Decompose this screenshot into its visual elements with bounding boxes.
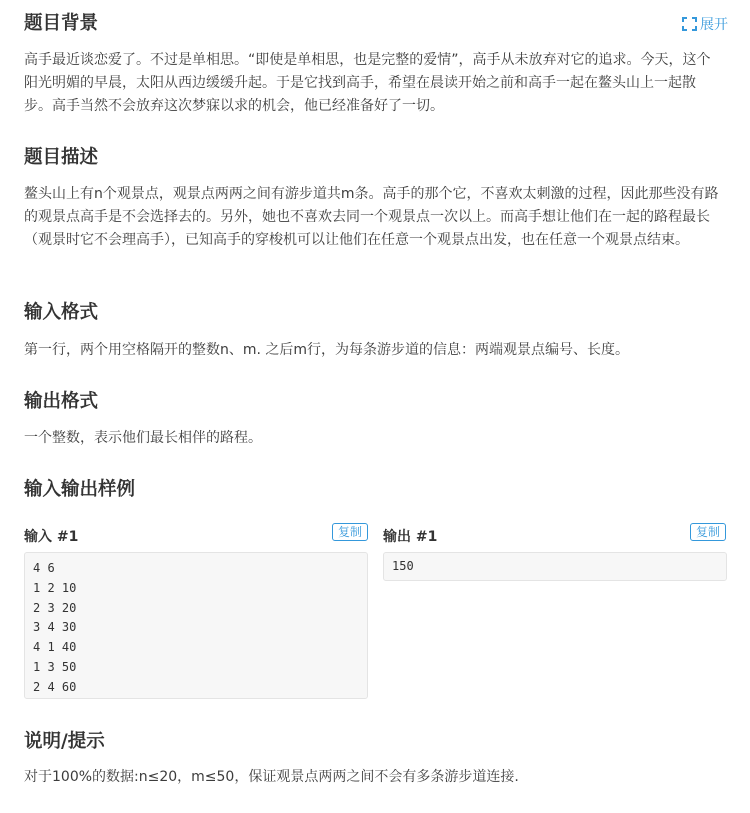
hint-title: 说明/提示 bbox=[24, 731, 105, 752]
sample-input-label: 输入 #1 bbox=[24, 529, 79, 545]
sample-input-box[interactable] bbox=[24, 552, 368, 699]
hint-text: 对于100%的数据:n≤20，m≤50，保证观景点两两之间不会有多条游步道连接. bbox=[24, 769, 519, 785]
expand-label: 展开 bbox=[700, 17, 728, 33]
background-text: 高手最近谈恋爱了。不过是单相思。“即使是单相思，也是完整的爱情”，高手从未放弃对它的追求。今天，这个阳光明媚的早晨，太阳从西边缓缓升起。于是它找到高手，希望在晨读开始之前和高手一起在鳌头山上一起散步。高手当然不会放弃这次梦寐以求的机会，他已经准备好了一切。 bbox=[24, 52, 711, 114]
expand-icon bbox=[682, 17, 697, 31]
copy-input-button[interactable]: 复制 bbox=[332, 523, 368, 541]
code-line: 1 3 50 bbox=[33, 659, 77, 674]
code-line: 4 6 bbox=[33, 561, 55, 575]
output-format-text: 一个整数，表示他们最长相伴的路程。 bbox=[24, 430, 262, 446]
description-text: 鳌头山上有n个观景点，观景点两两之间有游步道共m条。高手的那个它，不喜欢太刺激的过程，因此那些没有路的观景点高手是不会选择去的。另外，她也不喜欢去同一个观景点一次以上。而高手想让他们在一起的路程最长（观景时它不会理高手），已知高手的穿梭机可以让他们在任意一个观景点出发，也在任意一个观景点结束。 bbox=[24, 186, 719, 248]
code-line: 4 1 40 bbox=[33, 640, 77, 655]
input-format-title: 输入格式 bbox=[24, 302, 99, 323]
background-title: 题目背景 bbox=[24, 13, 99, 34]
expand-button[interactable] bbox=[682, 14, 728, 34]
sample-output-label: 输出 #1 bbox=[383, 529, 438, 545]
samples-title: 输入输出样例 bbox=[24, 479, 136, 500]
code-line: 150 bbox=[392, 559, 414, 573]
code-line: 3 4 30 bbox=[33, 620, 77, 635]
input-format-text: 第一行，两个用空格隔开的整数n、m. 之后m行，为每条游步道的信息：两端观景点编号、长度。 bbox=[24, 342, 630, 358]
output-format-title: 输出格式 bbox=[24, 391, 99, 412]
copy-output-button[interactable]: 复制 bbox=[690, 523, 726, 541]
sample-output-box[interactable] bbox=[383, 552, 727, 581]
code-line: 1 2 10 bbox=[33, 580, 77, 595]
code-line: 2 4 60 bbox=[33, 679, 77, 694]
description-title: 题目描述 bbox=[24, 147, 99, 168]
code-line: 2 3 20 bbox=[33, 600, 77, 615]
